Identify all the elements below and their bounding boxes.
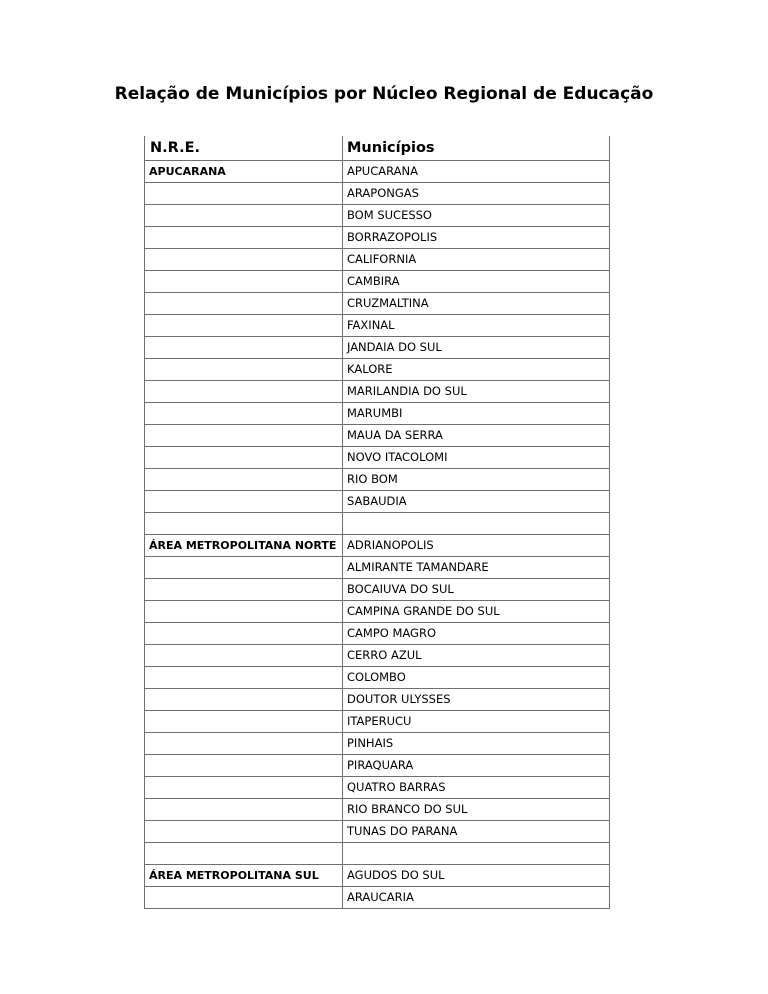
nre-cell (145, 601, 343, 623)
nre-cell (145, 271, 343, 293)
municipio-cell: FAXINAL (343, 315, 610, 337)
table-row (145, 711, 610, 733)
table-row (145, 447, 610, 469)
municipio-cell: PINHAIS (343, 733, 610, 755)
table-row (145, 359, 610, 381)
nre-cell: ÁREA METROPOLITANA NORTE (145, 535, 343, 557)
nre-cell (145, 183, 343, 205)
nre-cell (145, 733, 343, 755)
table-row (145, 293, 610, 315)
municipio-cell: MAUA DA SERRA (343, 425, 610, 447)
nre-cell (145, 337, 343, 359)
table-row (145, 579, 610, 601)
nre-cell (145, 755, 343, 777)
municipio-cell: BOM SUCESSO (343, 205, 610, 227)
table-header-row (145, 136, 610, 161)
table-row (145, 183, 610, 205)
table-row (145, 601, 610, 623)
table-row (145, 865, 610, 887)
municipio-cell: KALORE (343, 359, 610, 381)
municipio-cell: CAMPINA GRANDE DO SUL (343, 601, 610, 623)
table-row (145, 513, 610, 535)
municipio-cell: ALMIRANTE TAMANDARE (343, 557, 610, 579)
nre-cell (145, 249, 343, 271)
nre-cell (145, 777, 343, 799)
nre-cell (145, 689, 343, 711)
nre-cell (145, 227, 343, 249)
table-row (145, 689, 610, 711)
municipio-cell: RIO BRANCO DO SUL (343, 799, 610, 821)
table-body (145, 161, 610, 909)
municipio-cell: ITAPERUCU (343, 711, 610, 733)
nre-cell: APUCARANA (145, 161, 343, 183)
nre-cell (145, 821, 343, 843)
municipio-cell: ARAUCARIA (343, 887, 610, 909)
nre-cell (145, 667, 343, 689)
municipio-cell: RIO BOM (343, 469, 610, 491)
municipio-cell: PIRAQUARA (343, 755, 610, 777)
municipio-cell: JANDAIA DO SUL (343, 337, 610, 359)
nre-cell (145, 799, 343, 821)
table-row (145, 381, 610, 403)
table-row (145, 227, 610, 249)
municipio-cell: CERRO AZUL (343, 645, 610, 667)
table-row (145, 271, 610, 293)
municipio-cell: TUNAS DO PARANA (343, 821, 610, 843)
municipalities-table (144, 136, 610, 909)
municipio-cell: QUATRO BARRAS (343, 777, 610, 799)
municipio-cell: DOUTOR ULYSSES (343, 689, 610, 711)
nre-cell (145, 491, 343, 513)
table-row (145, 337, 610, 359)
municipio-cell: SABAUDIA (343, 491, 610, 513)
municipio-cell: CALIFORNIA (343, 249, 610, 271)
nre-cell (145, 403, 343, 425)
nre-cell (145, 315, 343, 337)
nre-cell (145, 381, 343, 403)
municipio-cell: NOVO ITACOLOMI (343, 447, 610, 469)
table-row (145, 755, 610, 777)
nre-cell (145, 887, 343, 909)
municipio-cell: CAMBIRA (343, 271, 610, 293)
nre-cell (145, 469, 343, 491)
municipio-cell: BOCAIUVA DO SUL (343, 579, 610, 601)
municipio-cell: AGUDOS DO SUL (343, 865, 610, 887)
column-header-municipios: Municípios (343, 136, 610, 161)
municipio-cell: COLOMBO (343, 667, 610, 689)
table-row (145, 425, 610, 447)
table-row (145, 733, 610, 755)
table-row (145, 249, 610, 271)
table-row (145, 887, 610, 909)
nre-cell (145, 513, 343, 535)
municipio-cell: MARUMBI (343, 403, 610, 425)
table-row (145, 535, 610, 557)
table-row (145, 557, 610, 579)
municipio-cell: ARAPONGAS (343, 183, 610, 205)
municipio-cell: APUCARANA (343, 161, 610, 183)
nre-cell: ÁREA METROPOLITANA SUL (145, 865, 343, 887)
nre-cell (145, 557, 343, 579)
nre-cell (145, 293, 343, 315)
table-row (145, 667, 610, 689)
nre-cell (145, 205, 343, 227)
table-row (145, 821, 610, 843)
table-row (145, 403, 610, 425)
nre-cell (145, 579, 343, 601)
municipio-cell (343, 513, 610, 535)
nre-cell (145, 711, 343, 733)
municipio-cell: BORRAZOPOLIS (343, 227, 610, 249)
municipio-cell: ADRIANOPOLIS (343, 535, 610, 557)
nre-cell (145, 425, 343, 447)
municipio-cell (343, 843, 610, 865)
table-row (145, 161, 610, 183)
table-row (145, 777, 610, 799)
table-row (145, 469, 610, 491)
nre-cell (145, 359, 343, 381)
nre-cell (145, 645, 343, 667)
table-row (145, 315, 610, 337)
table-row (145, 623, 610, 645)
nre-cell (145, 843, 343, 865)
table-row (145, 205, 610, 227)
municipio-cell: CRUZMALTINA (343, 293, 610, 315)
table-row (145, 843, 610, 865)
table-row (145, 799, 610, 821)
page-title: Relação de Municípios por Núcleo Regional de Educação (114, 84, 654, 104)
table-row (145, 491, 610, 513)
nre-cell (145, 623, 343, 645)
municipio-cell: MARILANDIA DO SUL (343, 381, 610, 403)
nre-cell (145, 447, 343, 469)
municipio-cell: CAMPO MAGRO (343, 623, 610, 645)
column-header-nre: N.R.E. (145, 136, 343, 161)
table-row (145, 645, 610, 667)
